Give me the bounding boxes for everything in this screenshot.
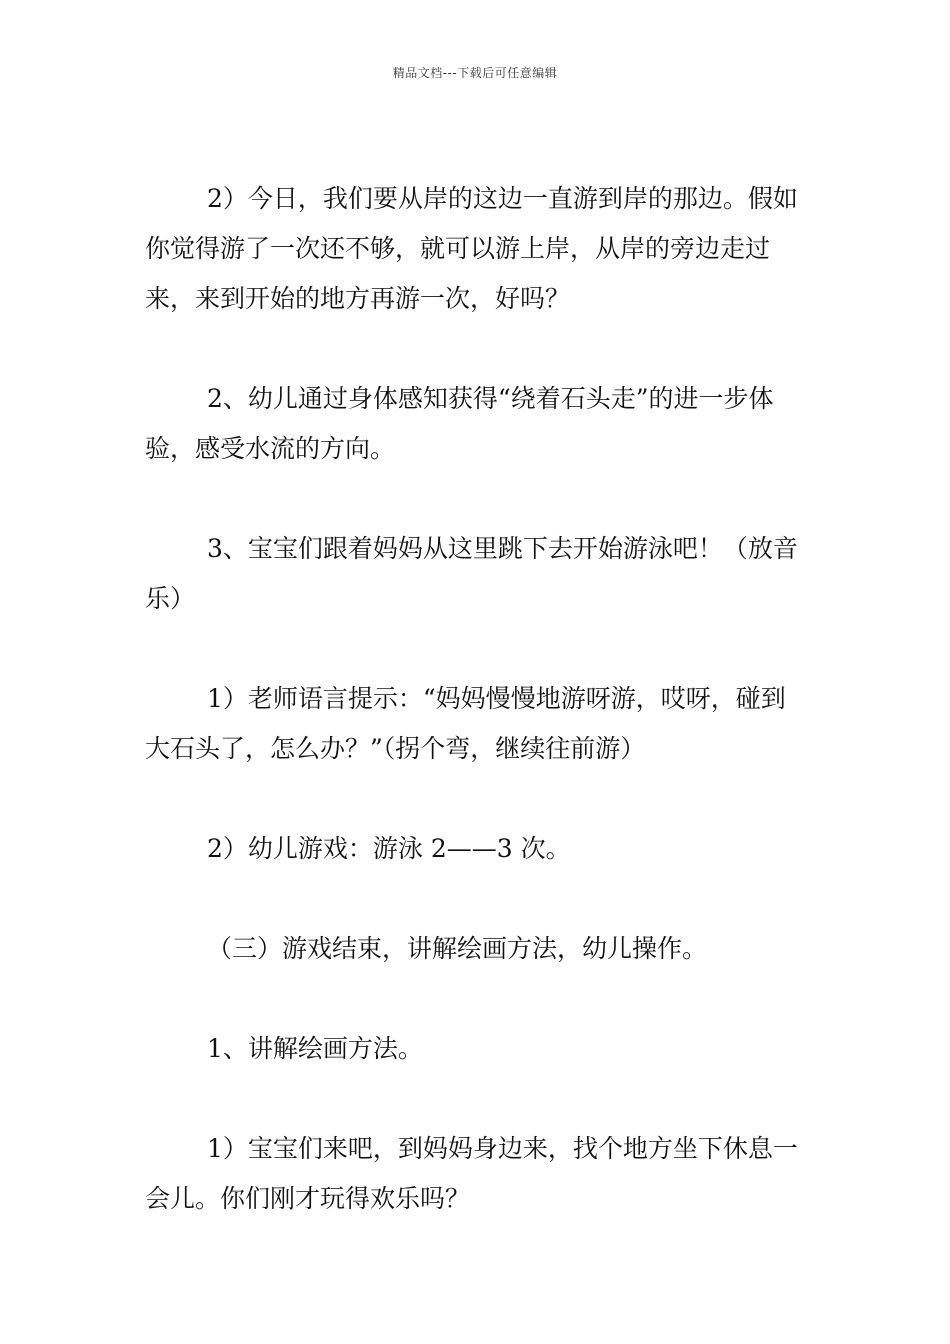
paragraph-body-perception: 2、幼儿通过身体感知获得“绕着石头走”的进一步体验，感受水流的方向。 bbox=[145, 384, 774, 463]
page-header: 精品文档---下载后可任意编辑 bbox=[392, 66, 558, 80]
paragraph-rest-question: 1）宝宝们来吧，到妈妈身边来，找个地方坐下休息一会儿。你们刚才玩得欢乐吗？ bbox=[145, 1134, 798, 1213]
paragraph-swim-instructions: 2）今日，我们要从岸的这边一直游到岸的那边。假如你觉得游了一次还不够，就可以游上岸，从岸的旁边走过来，来到开始的地方再游一次，好吗？ bbox=[145, 184, 798, 313]
paragraph-child-game: 2）幼儿游戏：游泳 2——3 次。 bbox=[207, 834, 571, 863]
paragraph-drawing-method: 1、讲解绘画方法。 bbox=[207, 1034, 423, 1063]
paragraph-section-three: （三）游戏结束，讲解绘画方法，幼儿操作。 bbox=[207, 934, 708, 963]
paragraph-start-swimming: 3、宝宝们跟着妈妈从这里跳下去开始游泳吧！（放音乐） bbox=[145, 534, 798, 613]
paragraph-teacher-prompt: 1）老师语言提示：“妈妈慢慢地游呀游，哎呀，碰到大石头了，怎么办？”（拐个弯，继续往前游） bbox=[145, 684, 786, 763]
